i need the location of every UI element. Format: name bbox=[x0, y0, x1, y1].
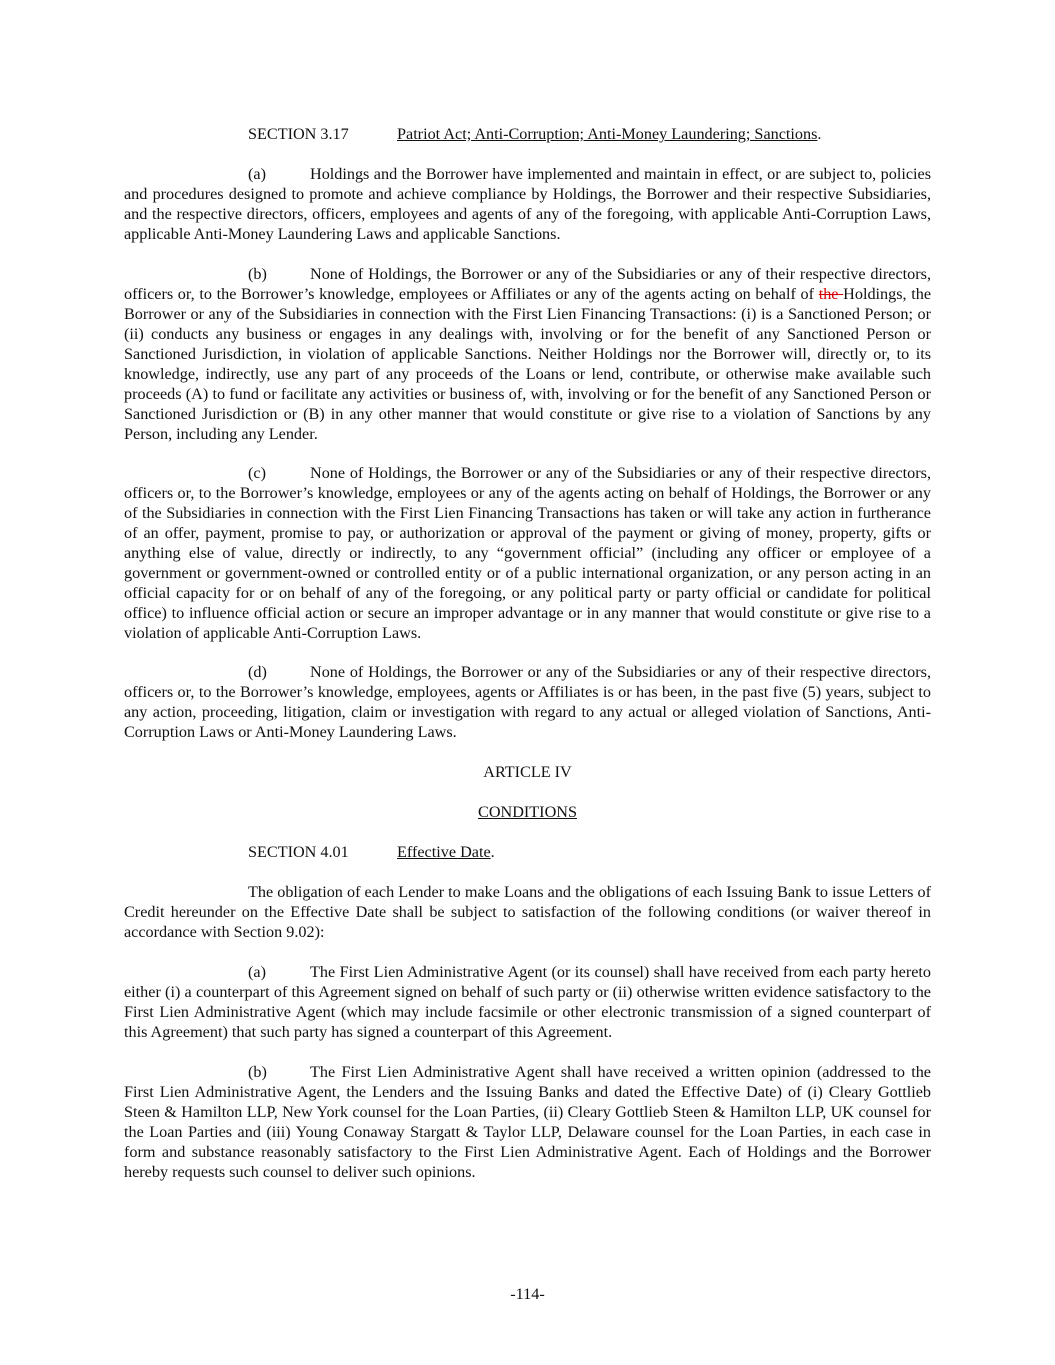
section-number: SECTION 4.01 bbox=[248, 843, 349, 861]
paragraph-label: (a) bbox=[248, 165, 266, 183]
section-title-period: . bbox=[490, 843, 495, 861]
paragraph-text: None of Holdings, the Borrower or any of the Subsidiaries or any of their respective directors, officers or, to the Borrower’s knowledge, employees or Affiliates or any of the agents acting on behalf of bbox=[124, 265, 931, 303]
article-title bbox=[124, 802, 931, 822]
article-title-text: CONDITIONS bbox=[478, 803, 577, 821]
section-title: Effective Date bbox=[397, 843, 491, 861]
paragraph-text: The First Lien Administrative Agent shall have received a written opinion (addressed to the First Lien Administrative Agent, the Lenders and the Issuing Banks and dated the Effective Date) of (i) Cleary Gottlieb Steen & Hamilton LLP, New York counsel for the Loan Parties, (ii) Cleary Gottlieb Steen & Hamilton LLP, UK counsel for the Loan Parties and (iii) Young Conaway Stargatt & Taylor LLP, Delaware counsel for the Loan Parties, in each case in form and substance reasonably satisfactory to the First Lien Administrative Agent. Each of Holdings and the Borrower hereby requests such counsel to deliver such opinions. bbox=[124, 1063, 931, 1181]
section-4-01-heading bbox=[248, 842, 495, 862]
paragraph-label: (c) bbox=[248, 464, 266, 482]
paragraph-3-17-a bbox=[124, 164, 931, 244]
paragraph-3-17-c bbox=[124, 463, 931, 643]
paragraph-3-17-d bbox=[124, 662, 931, 742]
section-number: SECTION 3.17 bbox=[248, 125, 349, 143]
paragraph-label: (d) bbox=[248, 663, 267, 681]
section-3-17-heading bbox=[248, 124, 821, 144]
section-title-period: . bbox=[817, 125, 822, 143]
deleted-text-markup: the bbox=[818, 285, 844, 303]
paragraph-text: None of Holdings, the Borrower or any of the Subsidiaries or any of their respective directors, officers or, to the Borrower’s knowledge, employees or any of the agents acting on behalf of Holdings, the Borrower or any of the Subsidiaries in connection with the First Lien Financing Transactions has taken or will take any action in furtherance of an offer, payment, promise to pay, or authorization or approval of the payment or giving of money, property, gifts or anything else of value, directly or indirectly, to any “government official” (including any officer or employee of a government or government-owned or controlled entity or of a public international organization, or any person acting in an official capacity for or on behalf of any of the foregoing, or any political party or party official or candidate for political office) to influence official action or secure an improper advantage or in any manner that would constitute or give rise to a violation of applicable Anti-Corruption Laws. bbox=[124, 464, 931, 642]
paragraph-text: Holdings and the Borrower have implemented and maintain in effect, or are subject to, policies and procedures designed to promote and achieve compliance by Holdings, the Borrower and their respective Subsidiaries, and the respective directors, officers, employees and agents of any of the foregoing, with applicable Anti-Corruption Laws, applicable Anti-Money Laundering Laws and applicable Sanctions. bbox=[124, 165, 931, 243]
paragraph-4-01-intro bbox=[124, 882, 931, 942]
paragraph-text: The First Lien Administrative Agent (or its counsel) shall have received from each party hereto either (i) a counterpart of this Agreement signed on behalf of such party or (ii) otherwise written evidence satisfactory to the First Lien Administrative Agent (which may include facsimile or other electronic transmission of a signed counterpart of this Agreement) that such party has signed a counterpart of this Agreement. bbox=[124, 963, 931, 1041]
paragraph-4-01-b bbox=[124, 1062, 931, 1182]
paragraph-label: (a) bbox=[248, 963, 266, 981]
article-heading: ARTICLE IV bbox=[483, 763, 572, 781]
paragraph-label: (b) bbox=[248, 1063, 267, 1081]
paragraph-text: The obligation of each Lender to make Loans and the obligations of each Issuing Bank to issue Letters of Credit hereunder on the Effective Date shall be subject to satisfaction of the following conditions (or waiver thereof in accordance with Section 9.02): bbox=[124, 883, 931, 941]
page-number: -114- bbox=[510, 1285, 545, 1303]
paragraph-3-17-b bbox=[124, 264, 931, 444]
paragraph-4-01-a bbox=[124, 962, 931, 1042]
paragraph-label: (b) bbox=[248, 265, 267, 283]
section-title: Patriot Act; Anti-Corruption; Anti-Money Laundering; Sanctions bbox=[397, 125, 818, 143]
paragraph-text: None of Holdings, the Borrower or any of the Subsidiaries or any of their respective directors, officers or, to the Borrower’s knowledge, employees, agents or Affiliates is or has been, in the past five (5) years, subject to any action, proceeding, litigation, claim or investigation with regard to any actual or alleged violation of Sanctions, Anti-Corruption Laws or Anti-Money Laundering Laws. bbox=[124, 663, 931, 741]
paragraph-text-continued: Holdings, the Borrower or any of the Subsidiaries in connection with the First Lien Financing Transactions: (i) is a Sanctioned Person; or (ii) conducts any business or engages in any dealings with, involving or for the benefit of any Sanctioned Person or Sanctioned Jurisdiction, in violation of applicable Sanctions. Neither Holdings nor the Borrower will, directly or, to its knowledge, indirectly, use any part of any proceeds of the Loans or lend, contribute, or otherwise make available such proceeds (A) to fund or facilitate any activities or business of, with, involving or for the benefit of any Sanctioned Person or Sanctioned Jurisdiction or (B) in any other manner that would constitute or give rise to a violation of Sanctions by any Person, including any Lender. bbox=[124, 285, 932, 443]
